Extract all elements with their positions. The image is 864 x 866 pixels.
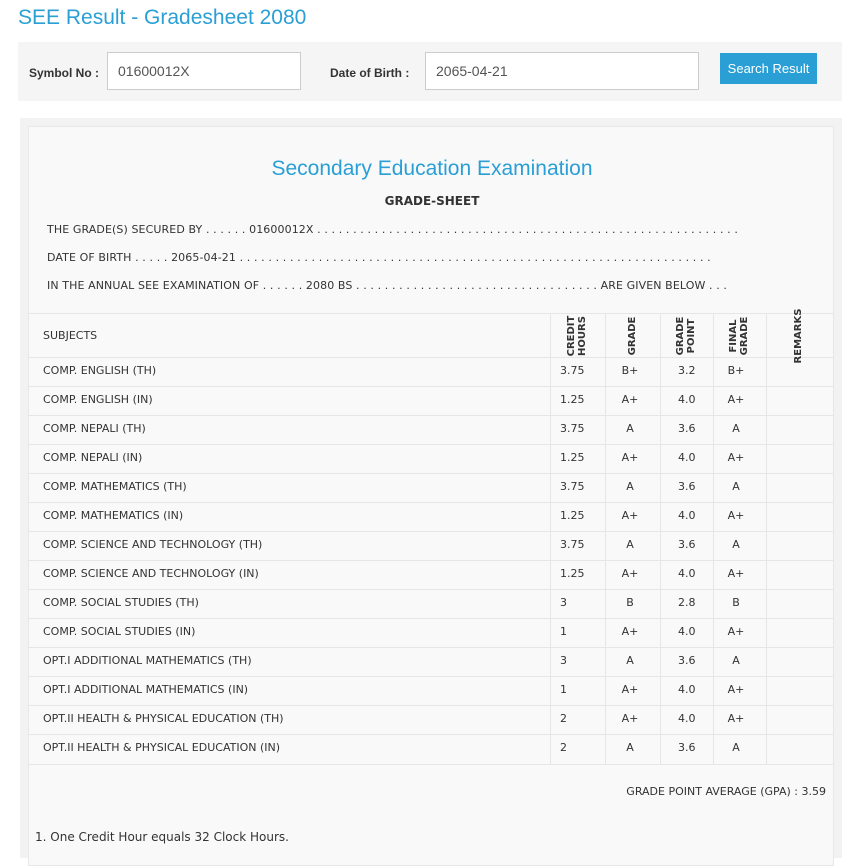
exam-title: Secondary Education Examination — [271, 157, 593, 180]
cell-final-grade: A+ — [727, 451, 745, 464]
cell-final-grade: A+ — [727, 509, 745, 522]
cell-grade-point: 4.0 — [678, 451, 696, 464]
cell-subject: COMP. MATHEMATICS (TH) — [43, 480, 187, 493]
cell-grade: A+ — [621, 567, 639, 580]
cell-subject: OPT.I ADDITIONAL MATHEMATICS (IN) — [43, 683, 249, 696]
grid-line — [28, 502, 834, 503]
cell-grade-point: 3.6 — [678, 654, 696, 667]
header-grade-point-line1: GRADE — [675, 316, 686, 356]
dob-input[interactable]: 2065-04-21 — [425, 52, 699, 90]
grid-line — [28, 531, 834, 532]
secured-by-line: THE GRADE(S) SECURED BY . . . . . . 01600012X . . . . . . . . . . . . . . . . . . . . . . . . . . . . . . . . . . . . . . . . . . . . . . . . . . . . . . . . . . . — [47, 223, 738, 236]
gpa-summary: GRADE POINT AVERAGE (GPA) : 3.59 — [626, 785, 826, 798]
cell-credit: 1 — [560, 683, 567, 696]
header-remarks-line1: REMARKS — [793, 308, 804, 364]
cell-credit: 1.25 — [560, 509, 585, 522]
cell-subject: COMP. ENGLISH (IN) — [43, 393, 153, 406]
cell-grade-point: 3.6 — [678, 480, 696, 493]
grid-line — [833, 313, 834, 764]
cell-grade: A+ — [621, 712, 639, 725]
cell-grade: A+ — [621, 451, 639, 464]
grid-line — [550, 313, 551, 764]
cell-final-grade: A — [732, 654, 740, 667]
grid-line — [28, 764, 834, 765]
symbol-no-label: Symbol No : — [29, 66, 100, 80]
cell-final-grade: A+ — [727, 712, 745, 725]
cell-grade: A — [626, 654, 634, 667]
cell-credit: 1 — [560, 625, 567, 638]
grid-line — [28, 647, 834, 648]
cell-grade-point: 4.0 — [678, 683, 696, 696]
cell-subject: COMP. SOCIAL STUDIES (TH) — [43, 596, 199, 609]
grid-line — [28, 386, 834, 387]
cell-subject: COMP. SOCIAL STUDIES (IN) — [43, 625, 196, 638]
cell-credit: 3.75 — [560, 364, 585, 377]
grid-line — [28, 705, 834, 706]
header-credit-hours-line2: HOURS — [577, 316, 588, 356]
cell-grade-point: 4.0 — [678, 567, 696, 580]
grid-line — [660, 313, 661, 764]
cell-grade-point: 4.0 — [678, 712, 696, 725]
grid-line — [28, 618, 834, 619]
cell-final-grade: A — [732, 480, 740, 493]
header-credit-hours-line1: CREDIT — [566, 315, 577, 357]
cell-grade: A+ — [621, 393, 639, 406]
cell-credit: 3 — [560, 654, 567, 667]
cell-grade-point: 3.2 — [678, 364, 696, 377]
symbol-no-input[interactable]: 01600012X — [107, 52, 301, 90]
gradesheet-title: GRADE-SHEET — [384, 194, 480, 208]
cell-grade: B+ — [621, 364, 639, 377]
cell-grade-point: 4.0 — [678, 393, 696, 406]
cell-grade: B — [626, 596, 634, 609]
cell-grade-point: 4.0 — [678, 509, 696, 522]
cell-subject: OPT.I ADDITIONAL MATHEMATICS (TH) — [43, 654, 252, 667]
search-result-button[interactable]: Search Result — [720, 53, 817, 84]
cell-grade: A — [626, 480, 634, 493]
cell-subject: COMP. ENGLISH (TH) — [43, 364, 157, 377]
cell-grade-point: 3.6 — [678, 422, 696, 435]
cell-subject: COMP. SCIENCE AND TECHNOLOGY (IN) — [43, 567, 259, 580]
grid-line — [28, 415, 834, 416]
header-credit-hours — [566, 311, 590, 361]
cell-credit: 3.75 — [560, 422, 585, 435]
cell-credit: 2 — [560, 741, 567, 754]
cell-credit: 3.75 — [560, 538, 585, 551]
grid-line — [28, 589, 834, 590]
cell-subject: COMP. SCIENCE AND TECHNOLOGY (TH) — [43, 538, 263, 551]
date-of-birth-line: DATE OF BIRTH . . . . . 2065-04-21 . . . . . . . . . . . . . . . . . . . . . . . . . . . . . . . . . . . . . . . . . . . . . . . . . . . . . . . . . . . . . . . . . . — [47, 251, 711, 264]
cell-final-grade: A+ — [727, 625, 745, 638]
header-grade-line1: GRADE — [627, 316, 638, 356]
header-subjects: SUBJECTS — [43, 329, 98, 342]
cell-grade: A+ — [621, 509, 639, 522]
cell-credit: 1.25 — [560, 567, 585, 580]
grid-line — [713, 313, 714, 764]
cell-final-grade: B+ — [727, 364, 745, 377]
cell-grade: A — [626, 538, 634, 551]
cell-grade: A — [626, 741, 634, 754]
grid-line — [28, 473, 834, 474]
cell-grade-point: 2.8 — [678, 596, 696, 609]
cell-final-grade: A — [732, 741, 740, 754]
cell-grade-point: 3.6 — [678, 538, 696, 551]
cell-subject: OPT.II HEALTH & PHYSICAL EDUCATION (IN) — [43, 741, 281, 754]
cell-grade: A+ — [621, 625, 639, 638]
grid-line — [28, 313, 834, 314]
cell-final-grade: A — [732, 538, 740, 551]
grid-line — [605, 313, 606, 764]
cell-credit: 3 — [560, 596, 567, 609]
header-remarks — [793, 305, 805, 367]
cell-final-grade: A+ — [727, 683, 745, 696]
header-grade-point-line2: POINT — [686, 318, 697, 354]
grid-line — [766, 313, 767, 764]
cell-grade-point: 3.6 — [678, 741, 696, 754]
cell-subject: COMP. NEPALI (IN) — [43, 451, 143, 464]
page-title: SEE Result - Gradesheet 2080 — [18, 6, 307, 29]
cell-grade: A+ — [621, 683, 639, 696]
cell-credit: 1.25 — [560, 393, 585, 406]
cell-final-grade: B — [732, 596, 740, 609]
cell-credit: 3.75 — [560, 480, 585, 493]
cell-grade-point: 4.0 — [678, 625, 696, 638]
cell-credit: 1.25 — [560, 451, 585, 464]
search-panel — [18, 42, 842, 101]
cell-final-grade: A+ — [727, 393, 745, 406]
cell-subject: OPT.II HEALTH & PHYSICAL EDUCATION (TH) — [43, 712, 284, 725]
grid-line — [28, 560, 834, 561]
header-grade — [627, 311, 639, 361]
header-final-grade-line1: FINAL — [728, 319, 739, 353]
header-final-grade-line2: GRADE — [739, 316, 750, 356]
header-final-grade — [728, 311, 752, 361]
header-grade-point — [675, 311, 699, 361]
grid-line — [28, 676, 834, 677]
cell-final-grade: A — [732, 422, 740, 435]
dob-label: Date of Birth : — [330, 66, 410, 80]
footnote: 1. One Credit Hour equals 32 Clock Hours. — [35, 830, 289, 844]
cell-final-grade: A+ — [727, 567, 745, 580]
cell-subject: COMP. MATHEMATICS (IN) — [43, 509, 184, 522]
examination-line: IN THE ANNUAL SEE EXAMINATION OF . . . . . . 2080 BS . . . . . . . . . . . . . . . . . . . . . . . . . . . . . . . . . . ARE GIVEN BELOW . . . — [47, 279, 728, 292]
grid-line — [28, 357, 834, 358]
grid-line — [28, 734, 834, 735]
grid-line — [28, 444, 834, 445]
cell-grade: A — [626, 422, 634, 435]
cell-credit: 2 — [560, 712, 567, 725]
cell-subject: COMP. NEPALI (TH) — [43, 422, 146, 435]
